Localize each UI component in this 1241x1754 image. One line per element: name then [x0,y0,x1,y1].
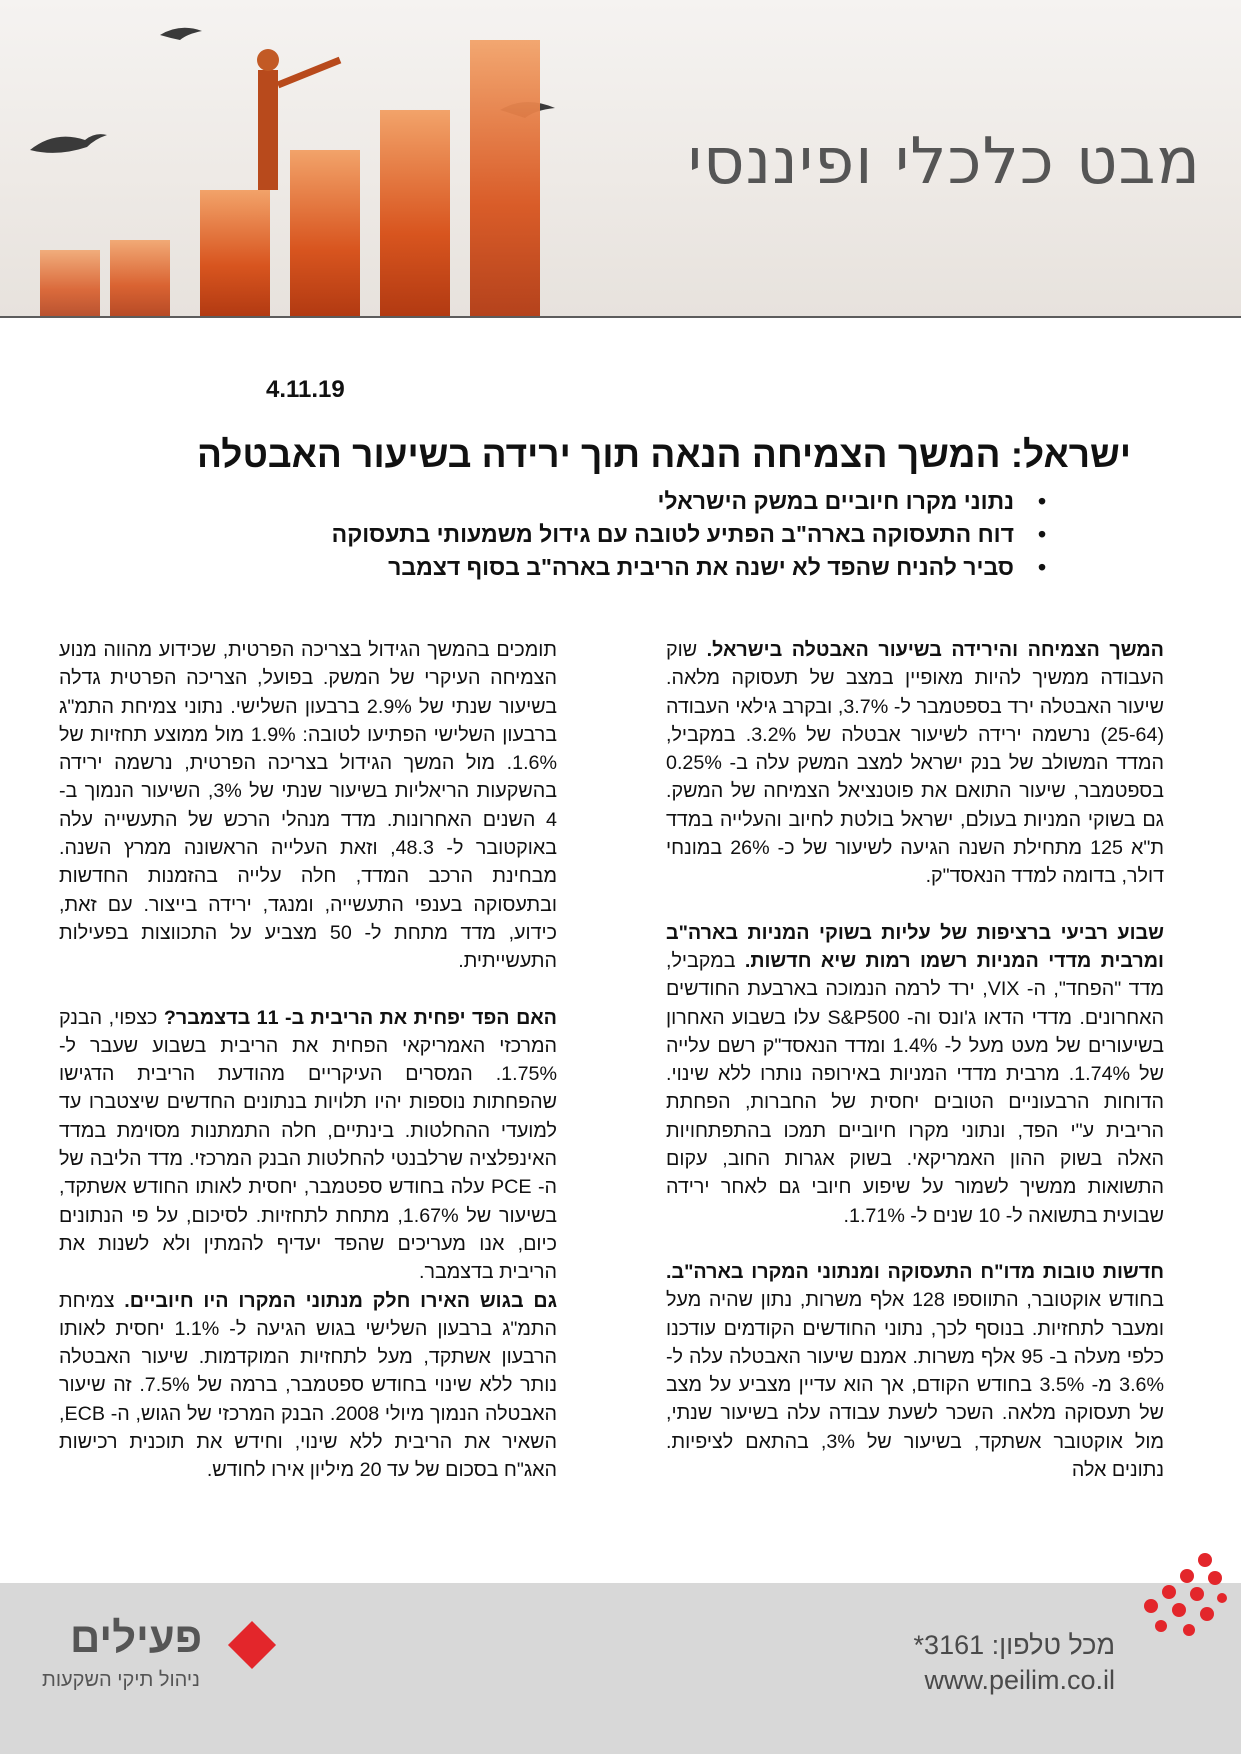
paragraph-heading: חדשות טובות מדו"ח התעסוקה ומנתוני המקרו בארה"ב. [666,1260,1164,1283]
website-link[interactable]: www.peilim.co.il [924,1665,1115,1695]
highlight-item: • דוח התעסוקה בארה"ב הפתיע לטובה עם גידול משמעותי בתעסוקה [332,518,1046,551]
contact-phone: מכל טלפון: 3161* [913,1630,1115,1660]
paragraph [666,636,1164,891]
paragraph-text: כצפוי, הבנק המרכזי האמריקאי הפחית את הריבית בשבוע שעבר ל- 1.75%. המסרים העיקריים מהודעת הריבית הדגישו שהפחתות נוספות יהיו תלויות בנתונים החדשים שיצטברו עד למועדי ההחלטות. בינתיים, חלה התמתנות מסוימת במדד האינפלציה שרלבנטי להחלטות הבנק המרכזי. מדד הליבה של ה- PCE עלה בחודש ספטמבר, יחסית לאותו החודש אשתקד, בשיעור של 1.67%, מתחת לתחזיות. לסיכום, על פי הנתונים כיום, אנו מעריכים שהפד יעדיף להמתין ולא לשנות את הריבית בדצמבר. [59,1006,557,1284]
paragraph [666,919,1164,1230]
paragraph [59,636,557,976]
paragraph-heading: שבוע רביעי ברציפות של עליות בשוקי המניות בארה"ב ומרבית מדדי המניות רשמו רמות שיא חדשות. [666,921,1164,972]
highlight-item: • נתוני מקרו חיוביים במשק הישראלי [332,485,1046,518]
article-column-left [59,636,557,1485]
paragraph-text: תומכים בהמשך הגידול בצריכה הפרטית, שכידוע מהווה מנוע הצמיחה העיקרי של המשק. בפועל, הצריכה הפרטית גדלה בשיעור שנתי של 2.9% ברבעון השלישי. נתוני צמיחת התמ"ג ברבעון השלישי הפתיעו לטובה: 1.9% מול ממוצע תחזיות של 1.6%. מול המשך הגידול בצריכה הפרטית, נרשמה ירידה בהשקעות הריאליות בשיעור שנתי של 3%, השיעור הנמוך ב- 4 השנים האחרונות. מדד מנהלי הרכש של התעשייה עלה באוקטובר ל- 48.3, וזאת העלייה הראשונה ממרץ השנה. מבחינת הרכב המדד, חלה עלייה בהזמנות החדשות ובתעסוקה בענפי התעשייה, ומנגד, ירידה בייצור. עם זאת, כידוע, מדד מתחת ל- 50 מצביע על התכווצות בפעילות התעשייתית. [59,639,558,973]
paragraph-text: במקביל, מדד "הפחד", ה- VIX, ירד לרמה הנמוכה בארבעת החודשים האחרונים. מדדי הדאו ג'ונס וה- S&P500 עלו בשבוע האחרון בשיעורים של מעט מעל ל- 1.4% ומדד הנאסד"ק רשם עלייה של 1.74%. מרבית מדדי המניות באירופה נותרו ללא שינוי. הדוחות הרבעוניים הטובים יחסית של החברות, הפחתת הריבית ע"י הפד, ונתוני מקרו חיוביים תמכו בהתפתחויות האלה בשוק ההון האמריקאי. בשוק אגרות החוב, עקום התשואות ממשיך לשמור על שיפוע חיובי גם לאחר ירידה שבועית בתשואה ל- 10 שנים ל- 1.71%. [666,949,1165,1227]
highlights-list [332,485,1046,584]
brand-diamond-icon [226,1619,278,1671]
article-title: ישראל: המשך הצמיחה הנאה תוך ירידה בשיעור האבטלה [197,434,1131,475]
header-banner [0,0,1241,318]
brand-dots-icon [1127,1548,1227,1648]
paragraph [666,1258,1164,1484]
brand-tagline: ניהול תיקי השקעות [42,1669,200,1691]
header-illustration [0,0,640,316]
brand-name: פעילים [70,1614,203,1661]
issue-date: 4.11.19 [266,376,345,403]
newsletter-title: מבט כלכלי ופיננסי [687,125,1201,199]
paragraph [59,1287,557,1485]
paragraph [59,1004,557,1287]
paragraph-text: שוק העבודה ממשיך להיות מאופיין במצב של תעסוקה מלאה. שיעור האבטלה ירד בספטמבר ל- 3.7%, ובקרב גילאי העבודה (25-64) נרשמה ירידה לשיעור אבטלה של 3.2%. במקביל, המדד המשולב של בנק ישראל למצב המשק עלה ב- 0.25% בספטמבר, שיעור התואם את פוטנציאל הצמיחה של המשק. גם בשוקי המניות בעולם, ישראל בולטת לחיוב והעלייה במדד ת"א 125 מתחילת השנה הגיעה לשיעור של כ- 26% במונחי דולר, בדומה למדד הנאסד"ק. [666,639,1165,888]
paragraph-heading: גם בגוש האירו חלק מנתוני המקרו היו חיוביים. [124,1289,557,1312]
highlight-item: • סביר להניח שהפד לא ישנה את הריבית בארה"ב בסוף דצמבר [332,551,1046,584]
paragraph-heading: המשך הצמיחה והירידה בשיעור האבטלה בישראל. [706,639,1164,661]
paragraph-text: צמיחת התמ"ג ברבעון השלישי בגוש הגיעה ל- 1.1% יחסית לאותו הרבעון אשתקד, מעל לתחזיות המוקדמות. שיעור האבטלה נותר ללא שינוי בחודש ספטמבר, ברמה של 7.5%. זה שיעור האבטלה הנמוך מיולי 2008. הבנק המרכזי של הגוש, ה- ECB, השאיר את הריבית ללא שינוי, וחידש את תוכנית רכישות האג"ח בסכום של עד 20 מיליון אירו לחודש. [59,1289,557,1482]
paragraph-heading: האם הפד יפחית את הריבית ב- 11 בדצמבר? [163,1006,557,1029]
article-column-right [666,636,1164,1484]
paragraph-text: בחודש אוקטובר, התווספו 128 אלף משרות, נתון שהיה מעל ומעבר לתחזיות. בנוסף לכך, נתוני החודשים הקודמים עודכנו כלפי מעלה ב- 95 אלף משרות. אמנם שיעור האבטלה עלה ל- 3.6% מ- 3.5% בחודש הקודם, אך הוא עדיין מצביע על מצב של תעסוקה מלאה. השכר לשעת עבודה עלה בשיעור שנתי, מול אוקטובר אשתקד, בשיעור של 3%, בהתאם לציפיות. נתונים אלה [666,1289,1164,1482]
